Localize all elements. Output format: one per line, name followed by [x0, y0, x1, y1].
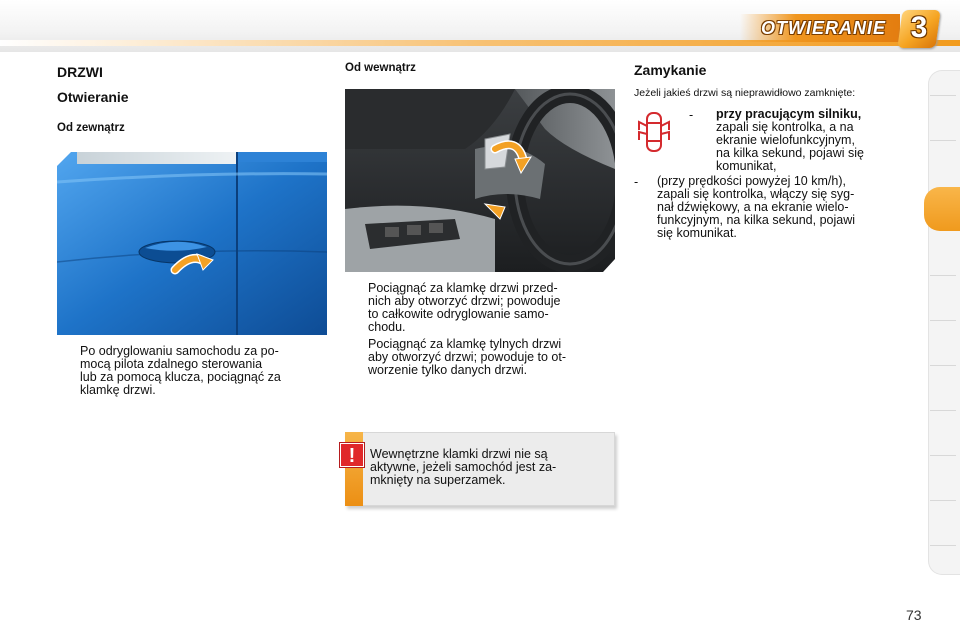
outside-instructions-line: lub za pomocą klucza, pociągnąć za [80, 370, 281, 384]
closing-item-1-line: na kilka sekund, pojawi się [716, 146, 864, 160]
chapter-tab[interactable] [930, 140, 956, 141]
rear-door-line: Pociągnąć za klamkę tylnych drzwi [368, 337, 562, 351]
closing-item-1-line: ekranie wielofunkcyjnym, [716, 133, 855, 147]
chapter-tab[interactable] [930, 455, 956, 456]
outside-heading: Od zewnątrz [57, 122, 125, 134]
note-text [370, 448, 608, 487]
rear-door-instructions [368, 338, 615, 377]
closing-heading: Zamykanie [634, 62, 707, 78]
chapter-tab[interactable] [930, 545, 956, 546]
warning-icon: ! [340, 443, 364, 467]
chapter-tab[interactable] [930, 320, 956, 321]
section-title: DRZWI [57, 64, 103, 80]
door-outside-image [57, 152, 327, 335]
closing-item-2-line: funkcyjnym, na kilka sekund, pojawi [657, 213, 856, 227]
chapter-tab[interactable] [930, 410, 956, 411]
chapter-tab[interactable] [930, 95, 956, 96]
closing-item-1-line: zapali się kontrolka, a na [716, 120, 854, 134]
closing-intro: Jeżeli jakieś drzwi są nieprawidłowo zamknięte: [634, 87, 856, 99]
closing-item-1 [716, 108, 905, 173]
inside-heading: Od wewnątrz [345, 62, 416, 74]
chapter-tab-active[interactable] [924, 187, 960, 231]
chapter-title: OTWIERANIE [740, 14, 900, 42]
rear-door-line: aby otworzyć drzwi; powoduje to ot- [368, 350, 567, 364]
chapter-tab[interactable] [930, 275, 956, 276]
list-dash: - [689, 108, 694, 122]
door-inside-image [345, 89, 615, 272]
note-line: aktywne, jeżeli samochód jest za- [370, 460, 557, 474]
outside-instructions [80, 345, 326, 397]
subsection-title: Otwieranie [57, 89, 129, 105]
page-number: 73 [906, 607, 922, 623]
outside-instructions-line: mocą pilota zdalnego sterowania [80, 357, 263, 371]
door-open-warning-icon [636, 110, 672, 154]
closing-item-2-line: nał dźwiękowy, a na ekranie wielo- [657, 200, 849, 214]
front-door-line: nich aby otworzyć drzwi; powoduje [368, 294, 561, 308]
outside-instructions-line: klamkę drzwi. [80, 383, 156, 397]
closing-item-2-line: się komunikat. [657, 226, 737, 240]
note-line: Wewnętrzne klamki drzwi nie są [370, 447, 548, 461]
front-door-line: Pociągnąć za klamkę drzwi przed- [368, 281, 558, 295]
front-door-instructions [368, 282, 615, 334]
front-door-line: chodu. [368, 320, 406, 334]
rear-door-line: worzenie tylko danych drzwi. [368, 363, 528, 377]
closing-item-2 [657, 175, 905, 240]
closing-item-1-bold: przy pracującym silniku, [716, 107, 862, 121]
front-door-line: to całkowite odryglowanie samo- [368, 307, 549, 321]
closing-item-2-line: zapali się kontrolka, włączy się syg- [657, 187, 855, 201]
closing-item-1-line: komunikat, [716, 159, 777, 173]
list-dash: - [634, 175, 639, 189]
note-line: mknięty na superzamek. [370, 473, 506, 487]
chapter-tab[interactable] [930, 365, 956, 366]
chapter-tab[interactable] [930, 500, 956, 501]
outside-instructions-line: Po odryglowaniu samochodu za po- [80, 344, 279, 358]
chapter-number: 3 [910, 11, 928, 44]
closing-item-2-line: (przy prędkości powyżej 10 km/h), [657, 174, 846, 188]
